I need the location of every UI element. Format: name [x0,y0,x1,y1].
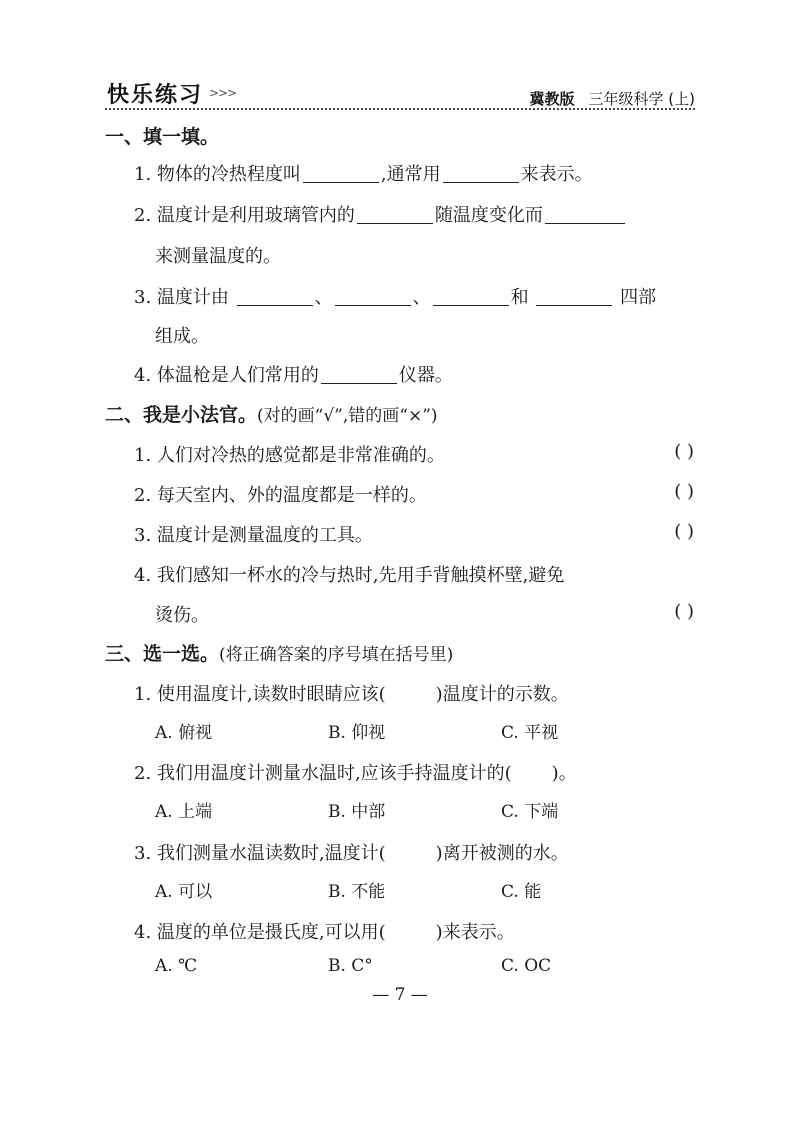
question-text: )。 [551,763,577,784]
section-instruction: (对的画“√”,错的画“×”) [257,406,438,426]
question-text: 组成。 [155,326,209,347]
question-text: 烫伤。 [155,605,209,626]
question-number: 4. [134,365,152,386]
question-text: 我们测量水温读数时,温度计( [156,843,386,864]
answer-blank[interactable] [335,304,411,306]
option-b[interactable]: B. C° [328,956,373,976]
option-a[interactable]: A. 俯视 [155,723,213,743]
question-number: 2. [134,485,152,506]
option-b[interactable]: B. 仰视 [328,723,386,743]
answer-parentheses[interactable]: ( ) [674,441,694,462]
answer-parentheses[interactable]: ( ) [674,481,694,502]
question-text: )温度计的示数。 [435,684,569,705]
question-text: 温度计是利用玻璃管内的 [156,205,355,226]
judge-item-3 [134,521,694,547]
grade-subject: 三年级科学 (上) [588,90,695,108]
judge-item-2 [134,481,694,507]
question-text: 每天室内、外的温度都是一样的。 [156,485,427,506]
section-instruction: (将正确答案的序号填在括号里) [219,645,454,665]
answer-blank[interactable] [237,304,313,306]
question-text: 物体的冷热程度叫 [156,164,301,185]
fill-question-4 [134,361,694,387]
page-header [105,78,695,110]
book-edition: 冀教版 [529,90,575,108]
question-number: 2. [134,763,152,784]
question-number: 3. [134,525,152,546]
section-judge-title [105,400,438,427]
edition-label [530,88,696,109]
option-c[interactable]: C. OC [501,956,552,976]
question-text: 来表示。 [520,164,593,185]
fill-question-3-continued [155,322,715,348]
judge-item-4-continued [155,601,694,627]
fill-question-2-continued [155,242,715,268]
answer-blank[interactable] [443,181,519,183]
section-heading: 三、选一选。 [105,643,220,665]
question-text: 我们用温度计测量水温时,应该手持温度计的( [156,763,512,784]
answer-blank[interactable] [536,304,612,306]
header-divider [105,108,695,110]
judge-item-4 [134,561,694,587]
option-c[interactable]: C. 平视 [501,723,559,743]
answer-blank[interactable] [545,222,625,224]
question-text: 仪器。 [398,365,453,386]
answer-blank[interactable] [321,382,397,384]
section-choice-title [105,639,453,666]
question-text: 温度计是测量温度的工具。 [156,525,373,546]
question-text: 使用温度计,读数时眼睛应该( [156,684,386,705]
question-text: )离开被测的水。 [435,843,569,864]
question-number: 4. [134,922,152,943]
question-text: 和 [510,287,529,308]
question-text: 温度的单位是摄氏度,可以用( [156,922,386,943]
page-number: — 7 — [372,985,428,1005]
separator: 、 [314,287,333,308]
question-text: 随温度变化而 [434,205,543,226]
answer-blank[interactable] [433,304,509,306]
option-b[interactable]: B. 中部 [328,802,386,822]
answer-parentheses[interactable]: ( ) [674,601,694,622]
separator: 、 [412,287,431,308]
fill-question-2 [134,201,694,227]
question-number: 3. [134,843,152,864]
question-text: 四部 [620,287,657,308]
question-text: 体温枪是人们常用的 [156,365,319,386]
section-fill-in-title: 一、填一填。 [105,126,220,148]
question-text: )来表示。 [435,922,515,943]
question-text: ,通常用 [380,164,441,185]
answer-parentheses[interactable]: ( ) [674,521,694,542]
judge-item-1 [134,441,694,467]
brand-title: 快乐练习 [107,83,204,108]
choice-question-1 [134,680,694,706]
question-number: 4. [134,565,152,586]
answer-blank[interactable] [303,181,379,183]
question-text: 温度计由 [156,287,229,308]
fill-question-1 [134,160,694,186]
option-b[interactable]: B. 不能 [328,882,386,902]
question-text: 人们对冷热的感觉都是非常准确的。 [156,445,445,466]
choice-question-3 [134,839,694,865]
choice-question-4 [134,918,694,944]
section-heading: 二、我是小法官。 [105,404,258,426]
answer-blank[interactable] [357,222,433,224]
option-a[interactable]: A. ℃ [155,956,198,976]
option-c[interactable]: C. 能 [501,882,542,902]
question-number: 3. [134,287,152,308]
option-a[interactable]: A. 上端 [155,802,213,822]
question-text: 来测量温度的。 [155,246,281,267]
fill-question-3 [134,283,694,309]
choice-question-2 [134,759,694,785]
question-number: 1. [134,164,152,185]
question-number: 1. [134,445,152,466]
chevron-decoration-icon: >>> [209,86,237,100]
question-number: 2. [134,205,152,226]
question-number: 1. [134,684,152,705]
question-text: 我们感知一杯水的冷与热时,先用手背触摸杯壁,避免 [156,565,565,586]
option-c[interactable]: C. 下端 [501,802,559,822]
option-a[interactable]: A. 可以 [155,882,213,902]
